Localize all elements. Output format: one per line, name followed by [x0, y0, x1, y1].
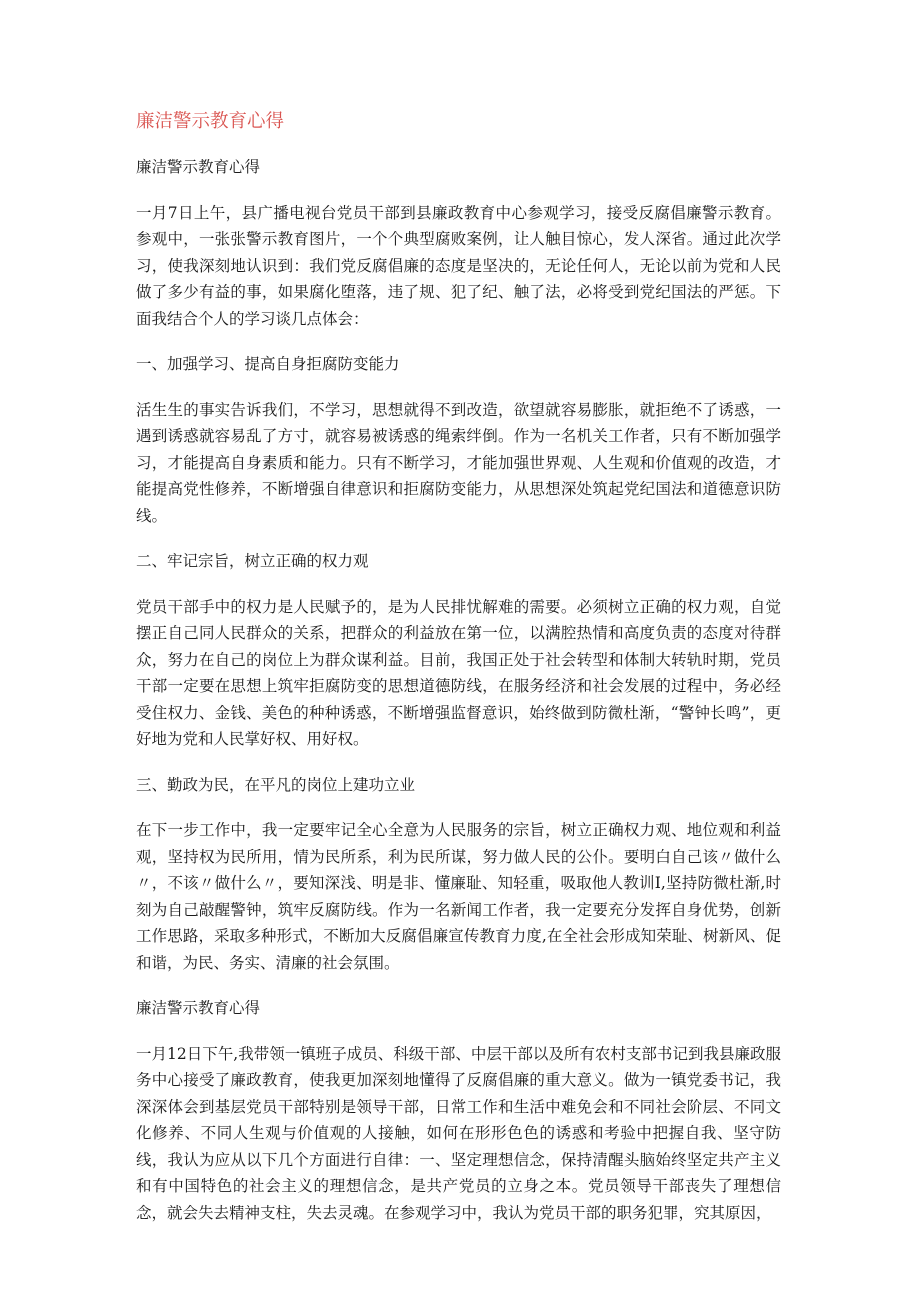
document-title: 廉洁警示教育心得	[136, 111, 285, 132]
section-heading: 廉洁警示教育心得	[136, 158, 261, 176]
body-paragraph: 活生生的事实告诉我们，不学习，思想就得不到改造，欲望就容易膨胀，就拒绝不了诱惑，一遇到诱惑就容易乱了方寸，就容易被诱惑的绳索绊倒。作为一名机关工作者，只有不断加强学习，才能提高自身素质和能力。只有不断学习，才能加强世界观、人生观和价值观的改造，才能提高党性修养，不断增强自律意识和拒腐防变能力，从思想深处筑起党纪国法和道德意识防线。	[136, 400, 781, 525]
body-paragraph: 一月7日上午，县广播电视台党员干部到县廉政教育中心参观学习，接受反腐倡廉警示教育。参观中，一张张警示教育图片，一个个典型腐败案例，让人触目惊心，发人深省。通过此次学习，使我深刻地认识到：我们党反腐倡廉的态度是坚决的，无论任何人，无论以前为党和人民做了多少有益的事，如果腐化堕落，违了规、犯了纪、触了法，必将受到党纪国法的严惩。下面我结合个人的学习谈几点体会：	[136, 203, 781, 328]
body-paragraph: 在下一步工作中，我一定要牢记全心全意为人民服务的宗旨，树立正确权力观、地位观和利益观，坚持权为民所用，情为民所系，利为民所谋，努力做人民的公仆。要明白自己该〃做什么〃，不该〃做什么〃，要知深浅、明是非、懂廉耻、知轻重，吸取他人教训I,坚持防微杜渐,时刻为自己敲醒警钟，筑牢反腐防线。作为一名新闻工作者，我一定要充分发挥自身优势，创新工作思路，采取多种形式，不断加大反腐倡廉宣传教育力度,在全社会形成知荣耻、树新风、促和谐，为民、务实、清廉的社会氛围。	[136, 821, 781, 972]
document-page	[136, 108, 781, 1226]
section-heading: 二、牢记宗旨，树立正确的权力观	[136, 552, 369, 570]
body-paragraph: 一月12日下午,我带领一镇班子成员、科级干部、中层干部以及所有农村支部书记到我县廉政服务中心接受了廉政教育，使我更加深刻地懂得了反腐倡廉的重大意义。做为一镇党委书记，我深深体会到基层党员干部特别是领导干部，日常工作和生活中难免会和不同社会阶层、不同文化修养、不同人生观与价值观的人接触，如何在形形色色的诱惑和考验中把握自我、坚守防线，我认为应从以下几个方面进行自律：一、坚定理想信念，保持清醒头脑始终坚定共产主义和有中国特色的社会主义的理想信念，是共产党员的立身之本。党员领导干部丧失了理想信念，就会失去精神支柱，失去灵魂。在参观学习中，我认为党员干部的职务犯罪，究其原因，	[136, 1044, 781, 1222]
section-heading: 一、加强学习、提高自身拒腐防变能力	[136, 355, 400, 373]
body-paragraph: 党员干部手中的权力是人民赋予的，是为人民排忧解难的需要。必须树立正确的权力观，自觉摆正自己同人民群众的关系，把群众的利益放在第一位，以满腔热情和高度负责的态度对待群众，努力在自己的岗位上为群众谋利益。目前，我国正处于社会转型和体制大转轨时期，党员干部一定要在思想上筑牢拒腐防变的思想道德防线，在服务经济和社会发展的过程中，务必经受住权力、金钱、美色的种种诱惑，不断增强监督意识，始终做到防微杜渐，“警钟长鸣”，更好地为党和人民掌好权、用好权。	[136, 597, 781, 748]
section-heading: 三、勤政为民，在平凡的岗位上建功立业	[136, 775, 416, 794]
section-heading: 廉洁警示教育心得	[136, 999, 261, 1017]
